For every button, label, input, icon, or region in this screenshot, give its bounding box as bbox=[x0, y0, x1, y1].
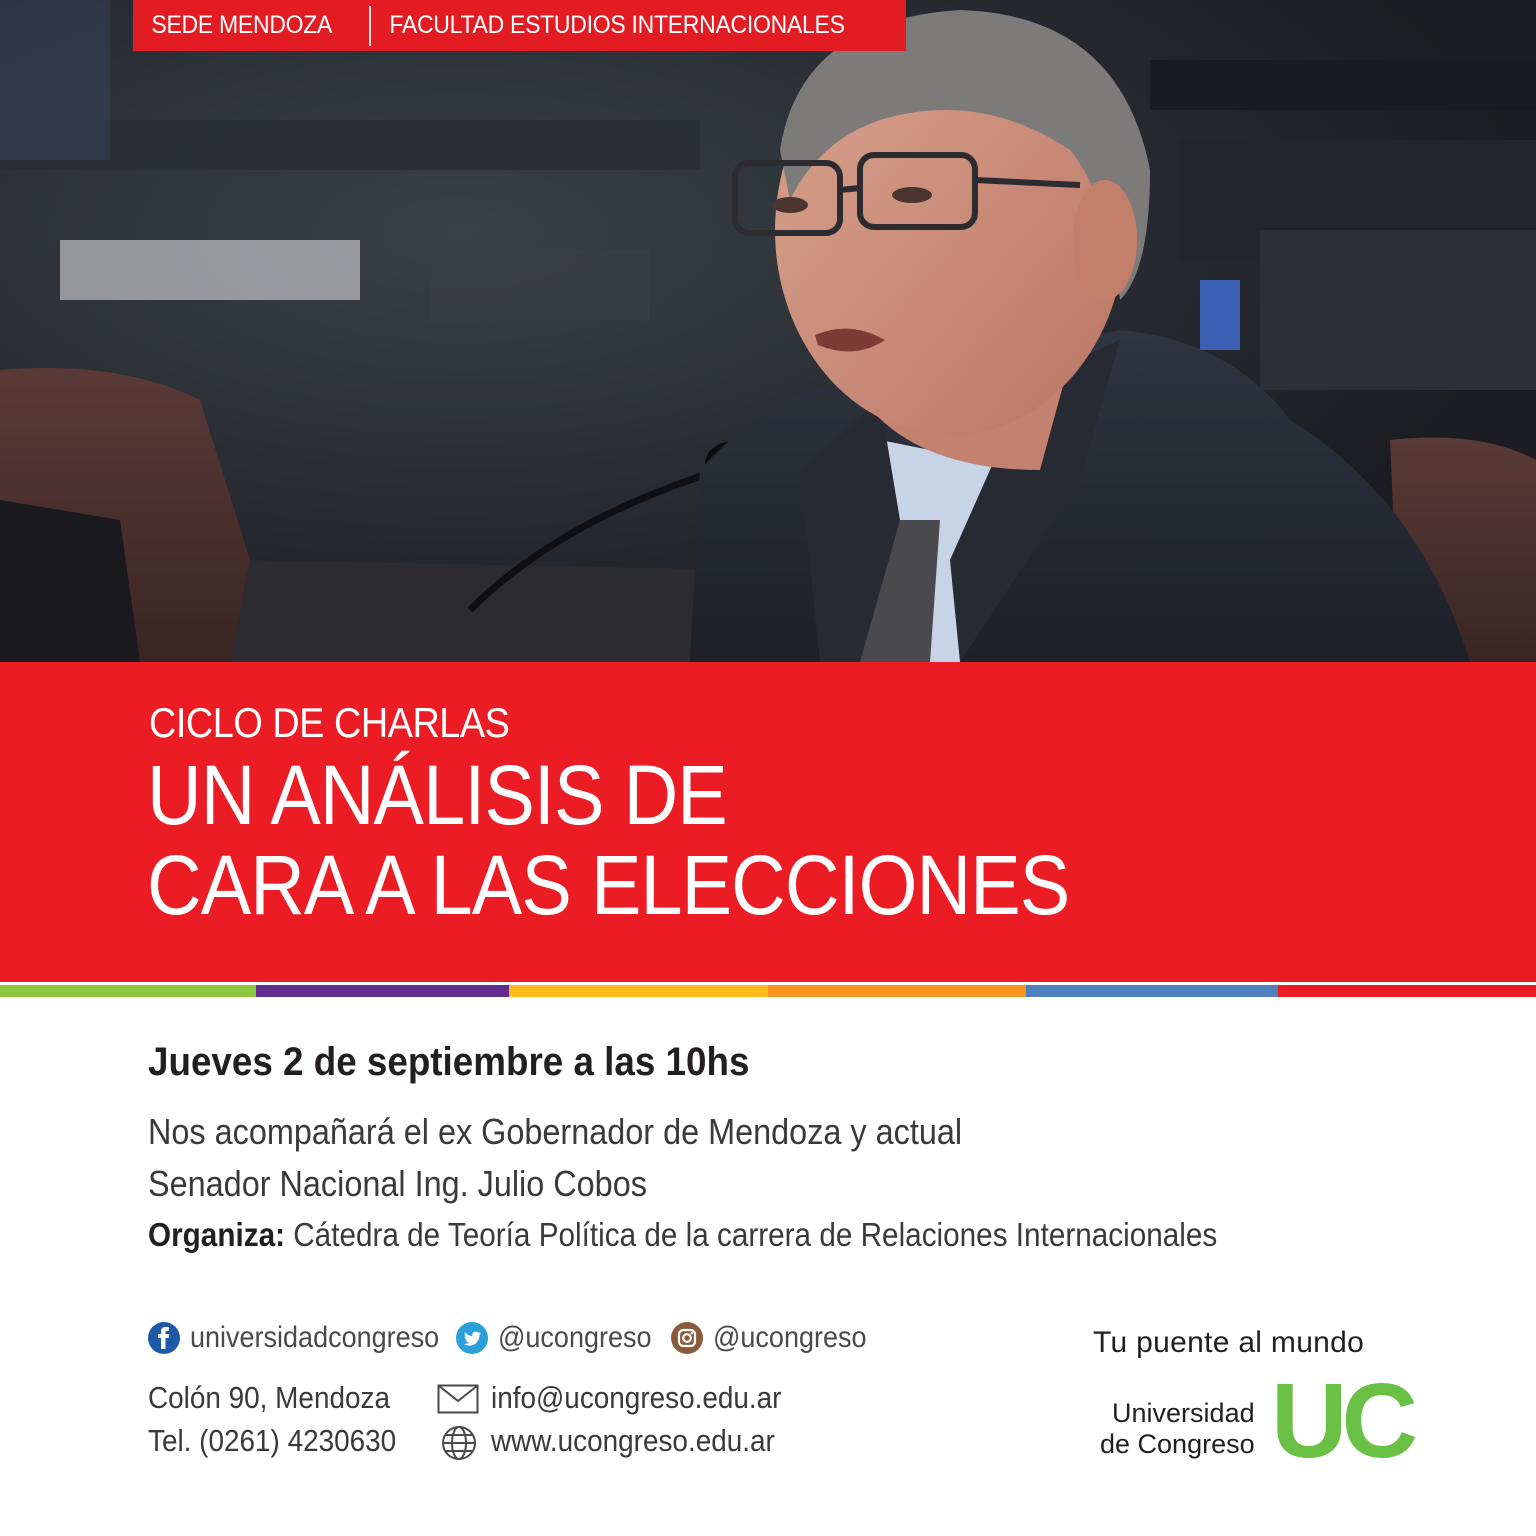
website-link[interactable]: www.ucongreso.edu.ar bbox=[491, 1423, 775, 1458]
organizer-value: Cátedra de Teoría Política de la carrera de Relaciones Internacionales bbox=[293, 1216, 1218, 1253]
speaker-photo bbox=[0, 0, 1536, 662]
event-title-line-2: CARA A LAS ELECCIONES bbox=[147, 838, 1070, 932]
organizer bbox=[148, 1216, 1217, 1254]
stripe-blue bbox=[1026, 985, 1278, 997]
university-name-line-1: Universidad bbox=[1112, 1398, 1255, 1428]
header-bar bbox=[133, 0, 906, 51]
instagram-link[interactable] bbox=[671, 1318, 884, 1358]
color-stripes bbox=[0, 985, 1536, 997]
instagram-handle: @ucongreso bbox=[713, 1321, 867, 1354]
globe-icon bbox=[440, 1424, 478, 1462]
event-description-line-1: Nos acompañará el ex Gobernador de Mendoza y actual bbox=[148, 1111, 963, 1152]
uc-logo: UC bbox=[1271, 1362, 1413, 1480]
event-title bbox=[147, 750, 1069, 930]
university-name-line-2: de Congreso bbox=[1100, 1429, 1255, 1459]
stripe-orange bbox=[768, 985, 1026, 997]
faculty-label: FACULTAD ESTUDIOS INTERNACIONALES bbox=[389, 11, 846, 39]
facebook-link[interactable] bbox=[148, 1318, 467, 1358]
twitter-icon bbox=[456, 1322, 488, 1354]
stripe-green bbox=[0, 985, 256, 997]
instagram-icon bbox=[671, 1322, 703, 1354]
twitter-handle: @ucongreso bbox=[498, 1321, 652, 1354]
stripe-purple bbox=[256, 985, 509, 997]
organizer-label: Organiza: bbox=[148, 1216, 285, 1253]
event-date: Jueves 2 de septiembre a las 10hs bbox=[148, 1040, 750, 1084]
email-icon bbox=[437, 1384, 479, 1414]
event-title-line-1: UN ANÁLISIS DE bbox=[147, 748, 727, 842]
stripe-red bbox=[1278, 985, 1536, 997]
facebook-handle: universidadcongreso bbox=[190, 1321, 440, 1354]
university-name bbox=[1100, 1398, 1255, 1460]
address: Colón 90, Mendoza bbox=[148, 1380, 390, 1415]
title-band bbox=[0, 662, 1536, 982]
series-kicker: CICLO DE CHARLAS bbox=[149, 699, 510, 746]
stripe-yellow bbox=[509, 985, 768, 997]
facebook-icon bbox=[148, 1322, 180, 1354]
photo-illustration bbox=[0, 0, 1536, 662]
campus-label: SEDE MENDOZA bbox=[151, 11, 333, 39]
twitter-link[interactable] bbox=[456, 1318, 669, 1358]
brand-tagline: Tu puente al mundo bbox=[1093, 1326, 1365, 1359]
event-description-line-2: Senador Nacional Ing. Julio Cobos bbox=[148, 1163, 647, 1204]
email-link[interactable]: info@ucongreso.edu.ar bbox=[491, 1380, 782, 1415]
event-description bbox=[148, 1106, 962, 1210]
phone: Tel. (0261) 4230630 bbox=[148, 1423, 397, 1458]
